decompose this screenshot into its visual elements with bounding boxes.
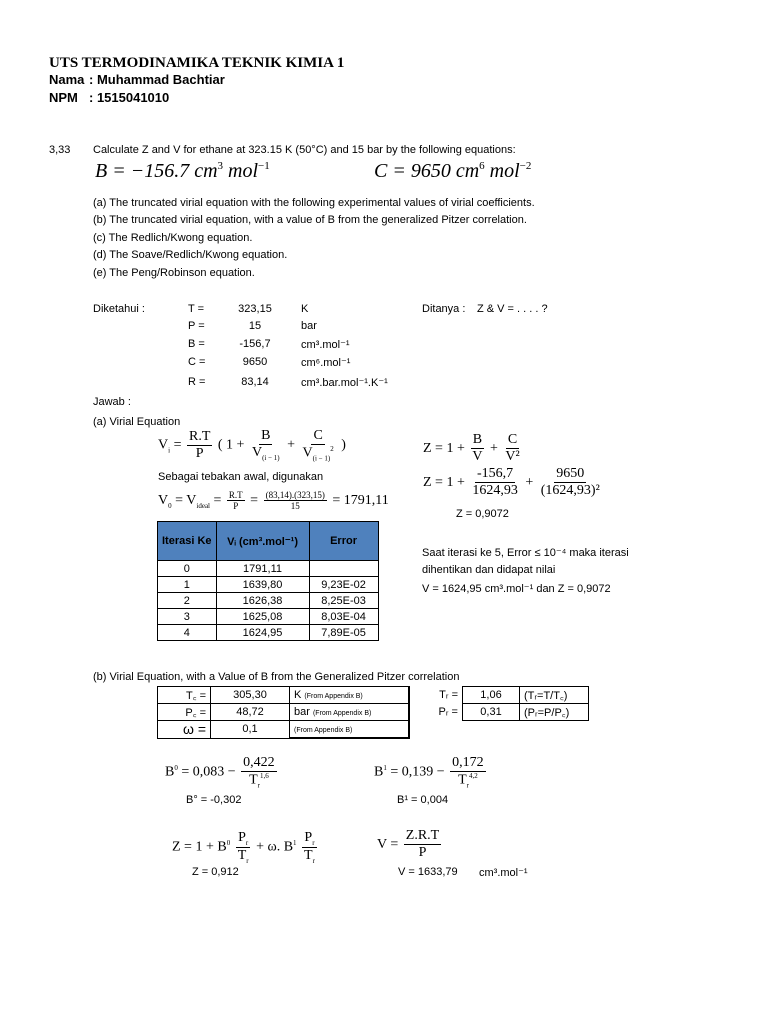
pitzer-table xyxy=(157,686,589,739)
v-b-result: V = 1633,79 xyxy=(398,866,458,878)
z-pitzer-equation: $Z = 1 + B^0$ $\frac{P_r}{T_r}$ + ω. $B^1$ $\frac{P_r}{T_r}$ xyxy=(172,830,315,865)
table-row: ω = 0,1 (From Appendix B) xyxy=(158,721,589,739)
b0-result: B° = -0,302 xyxy=(186,794,242,806)
virial-iteration-equation: $V_i$ = $\frac{R.T}{P}$ ( 1 + $\frac{B}{V_{(i - 1)}}$ + $\frac{C}{V_{(i - 1)}^2}$ ) xyxy=(158,428,346,463)
part-b-title: (b) Virial Equation, with a Value of B from the Generalized Pitzer correlation xyxy=(93,671,460,683)
item-b: (b) The truncated virial equation, with a value of B from the generalized Pitzer correlation. xyxy=(93,214,527,226)
header-error: Error xyxy=(309,522,378,561)
v-pitzer-equation: V = $\frac{Z.R.T}{P}$ xyxy=(377,828,440,861)
problem-statement: Calculate Z and V for ethane at 323.15 K (50°C) and 15 bar by the following equations: xyxy=(93,144,516,156)
known-sym-b: B = xyxy=(188,338,205,350)
v0-ideal-equation: $V_0 = V_{ideal}$ = $\frac{R.T}{P}$ = $\frac{(83,14).(323,15)}{15}$ = 1791,11 xyxy=(158,490,389,512)
known-unit-p: bar xyxy=(301,320,317,332)
z-b-result: Z = 0,912 xyxy=(192,866,239,878)
known-sym-p: P = xyxy=(188,320,205,332)
asked-value: Z & V = . . . . ? xyxy=(477,303,548,315)
jawab-label: Jawab : xyxy=(93,396,131,408)
conclusion-line-2: dihentikan dan didapat nilai xyxy=(422,564,556,576)
known-unit-b: cm³.mol⁻¹ xyxy=(301,339,350,351)
known-val-r: 83,14 xyxy=(241,376,269,388)
item-d: (d) The Soave/Redlich/Kwong equation. xyxy=(93,249,288,261)
table-row: 0 1791,11 xyxy=(158,561,379,577)
part-a-title: (a) Virial Equation xyxy=(93,416,181,428)
conclusion-line-3: V = 1624,95 cm³.mol⁻¹ dan Z = 0,9072 xyxy=(422,583,611,595)
iteration-table-header xyxy=(158,522,379,561)
table-row: 4 1624,95 7,89E-05 xyxy=(158,625,379,641)
header-vi: Vᵢ (cm³.mol⁻¹) xyxy=(216,522,309,561)
table-row: T꜀ = 305,30 K (From Appendix B) Tᵣ = 1,06 (Tᵣ=T/T꜀) xyxy=(158,687,589,704)
known-val-t: 323,15 xyxy=(238,303,272,315)
known-unit-r: cm³.bar.mol⁻¹.K⁻¹ xyxy=(301,377,388,389)
table-row: 3 1625,08 8,03E-04 xyxy=(158,609,379,625)
known-val-b: -156,7 xyxy=(239,338,271,350)
known-val-p: 15 xyxy=(248,320,262,332)
problem-number: 3,33 xyxy=(49,144,71,156)
table-row: 2 1626,38 8,25E-03 xyxy=(158,593,379,609)
b-coefficient: B = −156.7 $cm^3$ mol$^{-1}$ xyxy=(95,160,270,182)
table-row: P꜀ = 48,72 bar (From Appendix B) Pᵣ = 0,31 (Pᵣ=P/P꜀) xyxy=(158,704,589,721)
z-result: Z = 0,9072 xyxy=(456,508,509,520)
z-virial-equation: Z = 1 + $\frac{B}{V}$ + $\frac{C}{\text{V²}}$ xyxy=(423,432,520,465)
v-b-unit: cm³.mol⁻¹ xyxy=(479,867,528,879)
b1-equation: $B^1 = 0,139$ − $\frac{0,172}{T_r^{4,2}}$ xyxy=(374,755,484,790)
table-row: 1 1639,80 9,23E-02 xyxy=(158,577,379,593)
known-unit-t: K xyxy=(301,303,309,315)
known-sym-r: R = xyxy=(188,376,206,388)
header-iteration: Iterasi Ke xyxy=(158,522,217,561)
b0-equation: $B^0 = 0,083$ − $\frac{0,422}{T_r^{1,6}}$ xyxy=(165,755,275,790)
known-sym-c: C = xyxy=(188,356,206,368)
conclusion-line-1: Saat iterasi ke 5, Error ≤ 10⁻⁴ maka iterasi xyxy=(422,547,629,559)
npm-value: : 1515041010 xyxy=(89,90,170,105)
asked-label: Ditanya : xyxy=(422,303,466,315)
known-label: Diketahui : xyxy=(93,303,145,315)
item-e: (e) The Peng/Robinson equation. xyxy=(93,267,255,279)
b1-result: B¹ = 0,004 xyxy=(397,794,449,806)
known-val-c: 9650 xyxy=(242,356,268,368)
c-coefficient: C = 9650 $cm^6$ mol$^{-2}$ xyxy=(374,160,532,182)
z-numeric-equation: Z = 1 + $\frac{-156,7}{1624,93}$ + $\frac{9650}{\text{(1624,93)²}}$ xyxy=(423,466,600,499)
initial-guess-text: Sebagai tebakan awal, digunakan xyxy=(158,471,324,483)
iteration-table xyxy=(157,521,379,641)
known-sym-t: T = xyxy=(188,303,205,315)
item-c: (c) The Redlich/Kwong equation. xyxy=(93,232,253,244)
known-unit-c: cm⁶.mol⁻¹ xyxy=(301,357,351,369)
item-a: (a) The truncated virial equation with the following experimental values of virial coefficients. xyxy=(93,197,535,209)
npm-label: NPM xyxy=(49,90,78,105)
page-title: UTS TERMODINAMIKA TEKNIK KIMIA 1 xyxy=(49,55,345,71)
name-label: Nama xyxy=(49,72,85,87)
name-value: : Muhammad Bachtiar xyxy=(89,72,225,87)
